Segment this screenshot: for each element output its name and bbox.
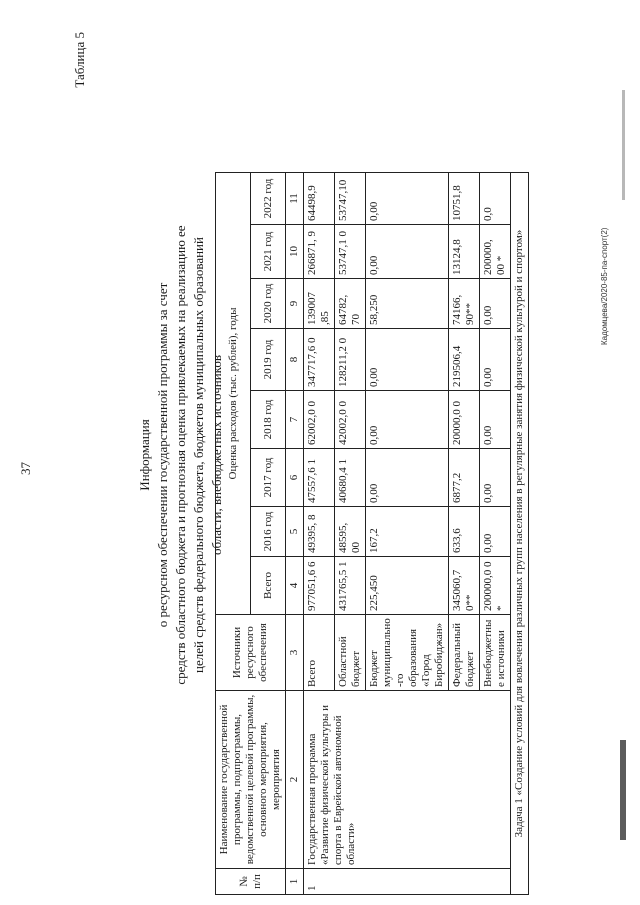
col-number: 10 [286, 225, 304, 279]
col-number: 9 [286, 279, 304, 329]
col-number: 11 [286, 173, 304, 225]
col-number: 3 [286, 615, 304, 691]
table-label: Таблица 5 [72, 32, 87, 88]
col-number: 7 [286, 391, 304, 449]
row-value: 20000,0 0 [449, 391, 480, 449]
resource-table [215, 172, 529, 895]
header-year: 2017 год [251, 449, 286, 507]
task-row [511, 173, 529, 895]
task-description: Задача 1 «Создание условий для вовлечения различных групп населения в регулярные занятия физической культурой и спортом» [511, 173, 529, 895]
row-total: 225,450 [366, 557, 449, 615]
row-value: 53747,1 0 [335, 225, 366, 279]
row-value: 0,00 [366, 391, 449, 449]
row-value: 266871, 9 [304, 225, 335, 279]
page-number: 37 [18, 462, 33, 475]
row-number: 1 [304, 869, 511, 895]
row-value: 53747,10 [335, 173, 366, 225]
row-value: 0,00 [480, 279, 511, 329]
row-value: 347717,6 0 [304, 329, 335, 391]
row-value: 40680,4 1 [335, 449, 366, 507]
row-value: 47557,6 1 [304, 449, 335, 507]
row-value: 200000, 00 * [480, 225, 511, 279]
document-title [136, 65, 226, 845]
footer-code: Кадомцева/2020-85-па-спорт(2) [600, 227, 609, 345]
program-name: Государственная программа «Развитие физической культуры и спорта в Еврейской автономной области» [304, 691, 511, 869]
row-source: Федеральный бюджет [449, 615, 480, 691]
title-line: целей средств федерального бюджета, бюджетов муниципальных образований [191, 237, 206, 673]
row-total: 345060,7 0** [449, 557, 480, 615]
header-name: Наименование государственной программы, подпрограммы, ведомственной целевой программы, основного мероприятия, мероприятия [216, 691, 286, 869]
row-value: 139007 ,85 [304, 279, 335, 329]
header-year: 2020 год [251, 279, 286, 329]
header-row-1 [216, 173, 251, 895]
title-line: Информация [137, 419, 152, 491]
row-value: 0,00 [366, 329, 449, 391]
col-number: 2 [286, 691, 304, 869]
header-num: № п/п [216, 869, 286, 895]
row-total: 200000,0 0 * [480, 557, 511, 615]
header-year: 2022 год [251, 173, 286, 225]
row-value: 0,00 [480, 329, 511, 391]
row-value: 0,00 [366, 225, 449, 279]
row-value: 49395, 8 [304, 507, 335, 557]
title-line: средств областного бюджета и прогнозная оценка привлекаемых на реализацию ее [173, 225, 188, 685]
col-number: 8 [286, 329, 304, 391]
row-value: 10751,8 [449, 173, 480, 225]
col-number: 5 [286, 507, 304, 557]
col-number: 6 [286, 449, 304, 507]
row-source: Всего [304, 615, 335, 691]
header-source: Источники ресурсного обеспечения [216, 615, 286, 691]
row-value: 6877,2 [449, 449, 480, 507]
header-estimate: Оценка расходов (тыс. рублей), годы [216, 173, 251, 615]
row-source: Областной бюджет [335, 615, 366, 691]
row-source: Бюджет муниципально -го образования «Город Биробиджан» [366, 615, 449, 691]
row-value: 48595, 00 [335, 507, 366, 557]
row-value: 0,00 [366, 173, 449, 225]
table-row [304, 173, 335, 895]
header-year: 2021 год [251, 225, 286, 279]
row-source: Внебюджетны е источники [480, 615, 511, 691]
row-value: 0,00 [480, 507, 511, 557]
row-value: 167,2 [366, 507, 449, 557]
row-value: 58,250 [366, 279, 449, 329]
row-value: 0,00 [480, 449, 511, 507]
col-number: 1 [286, 869, 304, 895]
row-value: 74166, 90** [449, 279, 480, 329]
row-value: 0,0 [480, 173, 511, 225]
row-total: 431765,5 1 [335, 557, 366, 615]
col-number: 4 [286, 557, 304, 615]
row-value: 219506,4 [449, 329, 480, 391]
scan-edge-mark [622, 90, 625, 200]
header-year: 2016 год [251, 507, 286, 557]
header-total: Всего [251, 557, 286, 615]
header-year: 2019 год [251, 329, 286, 391]
scan-edge-mark [620, 740, 626, 840]
row-value: 633,6 [449, 507, 480, 557]
row-value: 0,00 [366, 449, 449, 507]
row-value: 64782, 70 [335, 279, 366, 329]
header-year: 2018 год [251, 391, 286, 449]
row-value: 62002,0 0 [304, 391, 335, 449]
rotated-page [0, 5, 640, 905]
row-value: 42002,0 0 [335, 391, 366, 449]
row-total: 977051,6 6 [304, 557, 335, 615]
title-line: области, внебюджетных источников [209, 355, 224, 555]
row-value: 0,00 [480, 391, 511, 449]
title-line: о ресурсном обеспечении государственной программы за счет [155, 282, 170, 628]
column-number-row [286, 173, 304, 895]
row-value: 64498,9 [304, 173, 335, 225]
row-value: 128211,2 0 [335, 329, 366, 391]
row-value: 13124,8 [449, 225, 480, 279]
